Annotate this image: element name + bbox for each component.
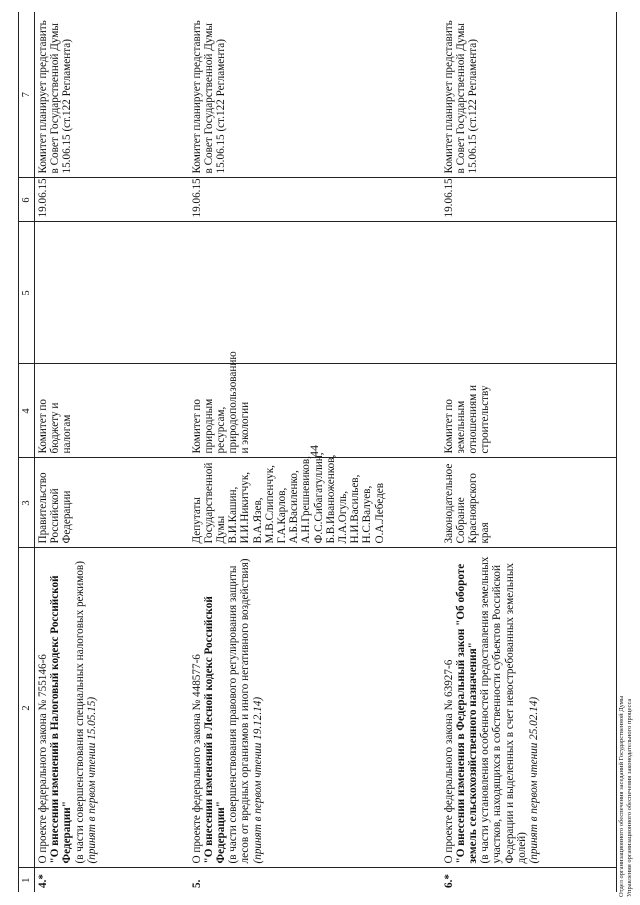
bill-description	[441, 548, 617, 868]
footer	[618, 557, 634, 897]
note-cell: Комитет планирует представить в Совет Государственной Думы 15.06.15 (ст.122 Регламента)	[35, 12, 189, 178]
bill-description	[189, 548, 441, 868]
initiator-cell: Правительство Российской Федерации	[35, 458, 189, 548]
table-row	[189, 12, 441, 892]
column-header: 6	[19, 178, 35, 222]
column-5-cell	[189, 222, 441, 364]
initiator-cell: Законодательное Собрание Красноярского края	[441, 458, 617, 548]
row-number: 6.*	[441, 868, 617, 892]
column-5-cell	[441, 222, 617, 364]
column-header: 3	[19, 458, 35, 548]
bill-quote: "О внесении изменения в Федеральный закон "Об обороте земель сельскохозяйственного назначения"	[454, 563, 479, 864]
column-header: 1	[19, 868, 35, 892]
rotated-page-content	[18, 12, 540, 892]
bill-status: (принят в первом чтении 19.12.14)	[251, 696, 264, 864]
committee-cell: Комитет по земельным отношениям и строительству	[441, 364, 617, 458]
bill-quote: "О внесении изменений в Налоговый кодекс Российской Федерации"	[49, 575, 74, 864]
footer-line: Управления организационного обеспечения законодательного процесса	[626, 698, 633, 897]
row-number: 5.	[190, 879, 203, 888]
bill-description	[35, 548, 189, 868]
date-cell: 19.06.15	[35, 178, 189, 222]
column-header: 4	[19, 364, 35, 458]
note-cell: Комитет планирует представить в Совет Государственной Думы 15.06.15 (ст.122 Регламента)	[189, 12, 441, 178]
bill-status: (принят в первом чтении 25.02.14)	[527, 696, 540, 864]
column-header: 5	[19, 222, 35, 364]
bill-title: О проекте федерального закона № 448577-6	[190, 654, 203, 864]
note-cell: Комитет планирует представить в Совет Государственной Думы 15.06.15 (ст.122 Регламента)	[441, 12, 617, 178]
date-cell: 19.06.15	[441, 178, 617, 222]
committee-cell: Комитет по природным ресурсам, природопользованию и экологии	[189, 364, 441, 458]
bill-quote: "О внесении изменений в Лесной кодекс Российской Федерации"	[202, 596, 227, 864]
column-header: 2	[19, 548, 35, 868]
table-row	[441, 12, 617, 892]
bill-title: О проекте федерального закона № 63927-6	[442, 659, 455, 864]
table-row	[35, 12, 189, 892]
row-number: 4.*	[37, 874, 49, 888]
legislation-table	[18, 12, 617, 892]
bill-detail: (в части установления особенностей предоставления земельных участков, находящихся в собственности субъектов Российской Федерации и выделенных в счет невостребованных земельных долей)	[479, 556, 528, 864]
footer-line: Отдел организационного обеспечения заседаний Государственной Думы	[618, 695, 625, 897]
bill-title: О проекте федерального закона № 755146-6	[37, 654, 49, 864]
committee-cell: Комитет по бюджету и налогам	[35, 364, 189, 458]
header-row	[19, 12, 35, 892]
column-5-cell	[35, 222, 189, 364]
date-cell: 19.06.15	[189, 178, 441, 222]
bill-detail: (в части совершенствования правового регулирования защиты лесов от вредных организмов и иного негативного воздействия)	[227, 558, 252, 864]
initiator-cell: Депутаты Государственной Думы В.И.Кашин, И.И.Никитчук, В.А.Язев, М.В.Слипенчук, Г.А.Карлов, А.Б.Василенко, А.Н.Грешневиков, Ф.С.Сибагатуллин, Б.В.Иванюженков, Л.А.Огуль, Н.И.Васильев, Н.С.Валуев, О.А.Лебедев	[189, 458, 441, 548]
bill-status: (принят в первом чтении 15.05.15)	[85, 696, 98, 864]
page-number: 44	[307, 445, 321, 457]
bill-detail: (в части совершенствования специальных налоговых режимов)	[73, 561, 86, 864]
column-header: 7	[19, 12, 35, 178]
